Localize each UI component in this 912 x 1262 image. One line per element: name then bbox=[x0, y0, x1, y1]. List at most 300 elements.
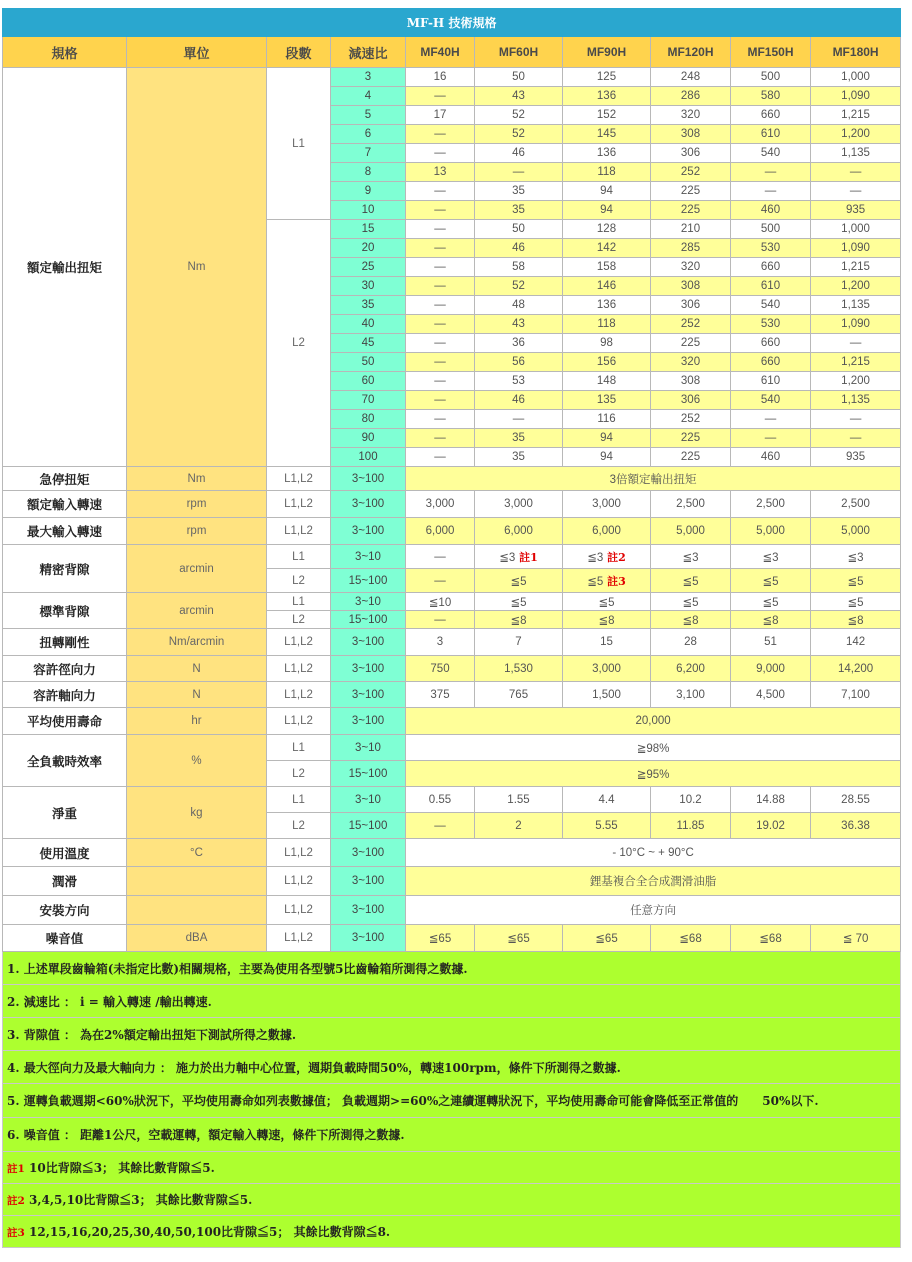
value-text: — bbox=[434, 375, 446, 387]
value-cell bbox=[475, 518, 563, 545]
value-cell bbox=[563, 277, 651, 296]
value-text: 610 bbox=[760, 128, 781, 140]
value-text: 3,100 bbox=[676, 688, 705, 701]
value-text: 540 bbox=[760, 394, 781, 406]
value-text: ≦5 bbox=[598, 596, 615, 609]
value-cell bbox=[811, 87, 901, 106]
value-text: 306 bbox=[680, 299, 701, 311]
value-text: 320 bbox=[680, 109, 701, 121]
value-text: 136 bbox=[596, 90, 617, 102]
ratio-cell: 7 bbox=[331, 144, 406, 163]
value-text: ≦3 bbox=[587, 551, 604, 564]
value-text: 225 bbox=[680, 185, 701, 197]
value-text: — bbox=[434, 550, 446, 563]
value-cell bbox=[406, 315, 475, 334]
table-row bbox=[3, 545, 901, 569]
value-text: 660 bbox=[760, 261, 781, 273]
value-text: ≦5 bbox=[682, 575, 699, 588]
value-text: 51 bbox=[764, 636, 777, 648]
value-cell bbox=[563, 491, 651, 518]
value-cell bbox=[811, 491, 901, 518]
value-cell bbox=[475, 629, 563, 656]
ratio-cell: 3~10 bbox=[331, 735, 406, 761]
unit-label: arcmin bbox=[127, 593, 267, 629]
value-text: 58 bbox=[512, 261, 525, 273]
value-text: 94 bbox=[600, 451, 613, 463]
value-text: 308 bbox=[680, 128, 701, 140]
header-cell: 減速比 bbox=[331, 37, 406, 68]
note-text: 10比背隙≦3； 其餘比數背隙≦5. bbox=[24, 1161, 215, 1175]
spec-label: 精密背隙 bbox=[3, 545, 127, 593]
value-text: 98 bbox=[600, 337, 613, 349]
value-cell bbox=[475, 593, 563, 611]
value-text: 52 bbox=[512, 109, 525, 121]
value-cell bbox=[475, 125, 563, 144]
value-cell bbox=[475, 87, 563, 106]
stage-label: L1,L2 bbox=[267, 467, 331, 491]
value-text: ≦5 bbox=[762, 596, 779, 609]
spec-label: 扭轉剛性 bbox=[3, 629, 127, 656]
value-text: 2,500 bbox=[841, 498, 870, 510]
note-row bbox=[3, 1084, 901, 1118]
ratio-cell: 3~100 bbox=[331, 467, 406, 491]
value-cell bbox=[811, 391, 901, 410]
value-cell bbox=[731, 239, 811, 258]
value-text: 5.55 bbox=[595, 819, 618, 832]
value-cell bbox=[731, 491, 811, 518]
unit-label: dBA bbox=[127, 925, 267, 952]
value-text: — bbox=[849, 185, 862, 197]
value-text: — bbox=[512, 413, 525, 425]
value-text: ≦3 bbox=[682, 551, 699, 564]
value-text: — bbox=[764, 166, 777, 178]
merged-value-cell: ≧95% bbox=[406, 761, 901, 787]
value-cell bbox=[651, 334, 731, 353]
value-cell bbox=[563, 518, 651, 545]
value-text: 14.88 bbox=[756, 793, 785, 806]
spec-label: 標準背隙 bbox=[3, 593, 127, 629]
value-cell bbox=[475, 182, 563, 201]
value-text: 530 bbox=[760, 242, 781, 254]
value-cell bbox=[811, 593, 901, 611]
value-text: ≦65 bbox=[428, 933, 452, 945]
value-text: 248 bbox=[680, 71, 701, 83]
table-title: MF-H 技術規格 bbox=[3, 9, 901, 37]
value-cell bbox=[811, 813, 901, 839]
header-cell: MF120H bbox=[651, 37, 731, 68]
value-cell bbox=[651, 656, 731, 682]
value-cell bbox=[475, 787, 563, 813]
ratio-cell: 3~100 bbox=[331, 925, 406, 952]
value-text: 500 bbox=[760, 223, 781, 235]
ratio-cell: 45 bbox=[331, 334, 406, 353]
table-row bbox=[3, 518, 901, 545]
value-text: — bbox=[434, 337, 446, 349]
value-text: 1,215 bbox=[841, 356, 870, 368]
value-cell bbox=[406, 144, 475, 163]
value-cell bbox=[651, 220, 731, 239]
value-cell bbox=[731, 593, 811, 611]
value-cell bbox=[406, 656, 475, 682]
ratio-cell: 3~100 bbox=[331, 896, 406, 925]
value-cell bbox=[406, 629, 475, 656]
value-text: — bbox=[434, 318, 446, 330]
value-cell bbox=[811, 296, 901, 315]
value-text: 1,090 bbox=[841, 242, 870, 254]
stage-label: L1 bbox=[267, 68, 331, 220]
value-text: 225 bbox=[680, 432, 701, 444]
value-cell bbox=[731, 182, 811, 201]
value-cell bbox=[651, 372, 731, 391]
table-row bbox=[3, 491, 901, 518]
unit-label: rpm bbox=[127, 518, 267, 545]
value-text: 46 bbox=[512, 394, 525, 406]
value-cell bbox=[563, 182, 651, 201]
value-cell bbox=[406, 87, 475, 106]
value-cell bbox=[475, 106, 563, 125]
value-text: 152 bbox=[596, 109, 617, 121]
value-text: 145 bbox=[596, 128, 617, 140]
ratio-cell: 8 bbox=[331, 163, 406, 182]
note-row bbox=[3, 1184, 901, 1216]
stage-label: L1,L2 bbox=[267, 518, 331, 545]
value-cell bbox=[651, 611, 731, 629]
value-cell bbox=[651, 787, 731, 813]
ratio-cell: 80 bbox=[331, 410, 406, 429]
header-row bbox=[3, 37, 901, 68]
value-text: 500 bbox=[760, 71, 781, 83]
value-cell bbox=[406, 787, 475, 813]
ratio-cell: 3 bbox=[331, 68, 406, 87]
value-cell bbox=[811, 629, 901, 656]
value-text: 94 bbox=[600, 432, 613, 444]
value-text: 308 bbox=[680, 375, 701, 387]
value-cell bbox=[731, 220, 811, 239]
value-cell bbox=[475, 448, 563, 467]
value-text: — bbox=[434, 261, 446, 273]
value-cell bbox=[731, 569, 811, 593]
value-cell bbox=[651, 813, 731, 839]
ratio-cell: 15~100 bbox=[331, 611, 406, 629]
value-text: 136 bbox=[596, 299, 617, 311]
stage-label: L2 bbox=[267, 220, 331, 467]
value-text: 52 bbox=[512, 128, 525, 140]
ratio-cell: 3~100 bbox=[331, 867, 406, 896]
value-text: — bbox=[434, 280, 446, 292]
value-text: 50 bbox=[512, 223, 525, 235]
note-cell bbox=[3, 952, 901, 985]
value-cell bbox=[811, 125, 901, 144]
value-text: ≦3 bbox=[499, 551, 516, 564]
value-text: — bbox=[434, 147, 446, 159]
value-cell bbox=[475, 258, 563, 277]
ratio-cell: 15~100 bbox=[331, 761, 406, 787]
value-cell bbox=[811, 220, 901, 239]
value-text: 10.2 bbox=[679, 793, 702, 806]
value-cell bbox=[651, 593, 731, 611]
value-cell bbox=[563, 372, 651, 391]
ratio-cell: 3~10 bbox=[331, 545, 406, 569]
value-text: 1,000 bbox=[841, 223, 870, 235]
ratio-cell: 10 bbox=[331, 201, 406, 220]
value-text: ≦8 bbox=[682, 614, 699, 627]
value-text: 11.85 bbox=[676, 819, 705, 832]
value-cell bbox=[563, 258, 651, 277]
note-cell bbox=[3, 1216, 901, 1248]
spec-label: 安裝方向 bbox=[3, 896, 127, 925]
value-cell bbox=[651, 629, 731, 656]
value-text: 530 bbox=[760, 318, 781, 330]
ratio-cell: 3~100 bbox=[331, 708, 406, 735]
value-cell bbox=[731, 518, 811, 545]
value-cell bbox=[475, 682, 563, 708]
table-row bbox=[3, 593, 901, 611]
value-text: 660 bbox=[760, 337, 781, 349]
value-text: 148 bbox=[596, 375, 617, 387]
spec-label: 額定輸入轉速 bbox=[3, 491, 127, 518]
value-text: 306 bbox=[680, 147, 701, 159]
value-cell bbox=[406, 925, 475, 952]
table-row bbox=[3, 708, 901, 735]
value-text: ≦5 bbox=[510, 596, 527, 609]
value-cell bbox=[731, 925, 811, 952]
header-cell: MF90H bbox=[563, 37, 651, 68]
value-cell bbox=[406, 334, 475, 353]
value-text: 156 bbox=[596, 356, 617, 368]
value-text: 16 bbox=[433, 71, 447, 83]
value-text: ≦5 bbox=[847, 575, 864, 588]
value-text: 2,500 bbox=[756, 498, 785, 510]
value-text: 1,215 bbox=[841, 261, 870, 273]
value-cell bbox=[731, 258, 811, 277]
value-text: 36 bbox=[512, 337, 525, 349]
value-text: 6,000 bbox=[592, 525, 621, 537]
header-cell: MF180H bbox=[811, 37, 901, 68]
value-text: — bbox=[849, 432, 862, 444]
value-text: 4,500 bbox=[756, 688, 785, 701]
value-text: ≦8 bbox=[762, 614, 779, 627]
value-cell bbox=[406, 569, 475, 593]
value-cell bbox=[651, 201, 731, 220]
value-text: — bbox=[434, 394, 446, 406]
ratio-cell: 40 bbox=[331, 315, 406, 334]
stage-label: L1,L2 bbox=[267, 925, 331, 952]
value-text: 1,200 bbox=[841, 128, 870, 140]
note-mark: 註1 bbox=[7, 1163, 25, 1175]
value-cell bbox=[563, 813, 651, 839]
value-cell bbox=[731, 87, 811, 106]
value-text: ≦65 bbox=[595, 933, 618, 945]
unit-label: kg bbox=[127, 787, 267, 839]
note-text: 2. 減速比 ： i = 輸入轉速 /輸出轉速. bbox=[7, 994, 212, 1009]
value-text: 35 bbox=[512, 432, 525, 444]
value-text: 56 bbox=[512, 356, 525, 368]
unit-label: °C bbox=[127, 839, 267, 867]
table-row bbox=[3, 467, 901, 491]
spec-label: 平均使用壽命 bbox=[3, 708, 127, 735]
value-text: 1,200 bbox=[841, 375, 870, 387]
unit-label: arcmin bbox=[127, 545, 267, 593]
value-cell bbox=[406, 201, 475, 220]
value-text: — bbox=[434, 356, 446, 368]
value-text: 3,000 bbox=[592, 662, 621, 675]
value-cell bbox=[406, 429, 475, 448]
stage-label: L1,L2 bbox=[267, 629, 331, 656]
value-cell bbox=[475, 429, 563, 448]
spec-label: 使用溫度 bbox=[3, 839, 127, 867]
value-text: 35 bbox=[512, 451, 525, 463]
value-text: 225 bbox=[680, 337, 701, 349]
value-text: 1,090 bbox=[841, 90, 870, 102]
ratio-cell: 3~10 bbox=[331, 787, 406, 813]
ratio-cell: 35 bbox=[331, 296, 406, 315]
note-row bbox=[3, 1216, 901, 1248]
value-cell bbox=[651, 106, 731, 125]
value-cell bbox=[811, 656, 901, 682]
value-cell bbox=[731, 201, 811, 220]
value-cell bbox=[406, 353, 475, 372]
value-text: ≦3 bbox=[762, 551, 779, 564]
value-cell bbox=[731, 296, 811, 315]
spec-label: 最大輸入轉速 bbox=[3, 518, 127, 545]
merged-value-cell: 3倍額定輸出扭矩 bbox=[406, 467, 901, 491]
merged-value-cell: 任意方向 bbox=[406, 896, 901, 925]
value-cell bbox=[406, 410, 475, 429]
value-cell bbox=[406, 593, 475, 611]
value-cell bbox=[563, 545, 651, 569]
value-cell bbox=[811, 106, 901, 125]
value-cell bbox=[811, 144, 901, 163]
value-text: 3 bbox=[436, 636, 444, 648]
value-cell bbox=[731, 277, 811, 296]
value-text: — bbox=[849, 166, 862, 178]
value-cell bbox=[406, 813, 475, 839]
spec-label: 淨重 bbox=[3, 787, 127, 839]
value-text: 610 bbox=[760, 375, 781, 387]
value-cell bbox=[475, 163, 563, 182]
value-cell bbox=[563, 68, 651, 87]
value-text: ≦8 bbox=[847, 614, 864, 627]
spec-label: 容許軸向力 bbox=[3, 682, 127, 708]
value-cell bbox=[731, 163, 811, 182]
value-cell bbox=[475, 410, 563, 429]
value-cell bbox=[731, 125, 811, 144]
note-text: 1. 上述單段齒輪箱(未指定比數)相關規格，主要為使用各型號5比齒輪箱所測得之數據. bbox=[7, 961, 468, 976]
table-row bbox=[3, 839, 901, 867]
value-text: 5,000 bbox=[756, 525, 785, 537]
stage-label: L1,L2 bbox=[267, 491, 331, 518]
value-text: 285 bbox=[680, 242, 701, 254]
unit-label: % bbox=[127, 735, 267, 787]
value-cell bbox=[563, 448, 651, 467]
value-cell bbox=[731, 787, 811, 813]
value-text: 765 bbox=[508, 688, 529, 701]
value-cell bbox=[475, 545, 563, 569]
value-text: 6,000 bbox=[504, 525, 533, 537]
value-cell bbox=[406, 125, 475, 144]
value-text: 225 bbox=[680, 204, 701, 216]
value-cell bbox=[811, 925, 901, 952]
value-text: ≦8 bbox=[598, 614, 615, 627]
value-cell bbox=[406, 491, 475, 518]
value-cell bbox=[406, 682, 475, 708]
value-text: 142 bbox=[845, 636, 866, 648]
value-text: 135 bbox=[596, 394, 617, 406]
note-cell bbox=[3, 1152, 901, 1184]
value-text: 320 bbox=[680, 356, 701, 368]
table-row bbox=[3, 68, 901, 87]
value-cell bbox=[563, 125, 651, 144]
stage-label: L1,L2 bbox=[267, 682, 331, 708]
value-text: 158 bbox=[596, 261, 617, 273]
stage-label: L2 bbox=[267, 569, 331, 593]
value-cell bbox=[406, 182, 475, 201]
value-cell bbox=[563, 410, 651, 429]
value-cell bbox=[406, 277, 475, 296]
value-cell bbox=[731, 334, 811, 353]
stage-label: L1 bbox=[267, 787, 331, 813]
value-cell bbox=[563, 163, 651, 182]
value-text: 750 bbox=[430, 662, 450, 675]
note-row bbox=[3, 952, 901, 985]
value-cell bbox=[563, 87, 651, 106]
value-text: 1.55 bbox=[507, 793, 530, 806]
ratio-cell: 3~100 bbox=[331, 839, 406, 867]
table-row bbox=[3, 867, 901, 896]
value-cell bbox=[406, 545, 475, 569]
value-cell bbox=[563, 220, 651, 239]
spec-label: 容許徑向力 bbox=[3, 656, 127, 682]
value-text: 28 bbox=[684, 636, 697, 648]
value-text: 125 bbox=[596, 71, 617, 83]
value-text: — bbox=[434, 223, 446, 235]
note-mark: 註2 bbox=[603, 550, 626, 564]
note-cell bbox=[3, 1018, 901, 1051]
value-cell bbox=[563, 682, 651, 708]
value-cell bbox=[475, 239, 563, 258]
unit-label bbox=[127, 867, 267, 896]
note-mark: 註2 bbox=[7, 1195, 25, 1207]
value-cell bbox=[475, 201, 563, 220]
value-text: 3,000 bbox=[425, 498, 455, 510]
value-cell bbox=[651, 682, 731, 708]
table-row bbox=[3, 735, 901, 761]
value-cell bbox=[651, 239, 731, 258]
value-cell bbox=[406, 163, 475, 182]
value-cell bbox=[563, 201, 651, 220]
value-cell bbox=[406, 518, 475, 545]
value-text: ≦68 bbox=[759, 933, 782, 945]
value-cell bbox=[651, 391, 731, 410]
value-cell bbox=[651, 182, 731, 201]
value-text: — bbox=[434, 204, 446, 216]
value-cell bbox=[811, 372, 901, 391]
value-text: 142 bbox=[596, 242, 617, 254]
value-text: 94 bbox=[600, 204, 613, 216]
ratio-cell: 3~100 bbox=[331, 491, 406, 518]
value-cell bbox=[811, 277, 901, 296]
note-cell bbox=[3, 1118, 901, 1152]
value-text: — bbox=[434, 299, 446, 311]
note-row bbox=[3, 1051, 901, 1084]
value-cell bbox=[563, 239, 651, 258]
value-cell bbox=[563, 315, 651, 334]
value-cell bbox=[651, 545, 731, 569]
value-cell bbox=[563, 629, 651, 656]
value-cell bbox=[475, 611, 563, 629]
value-text: 1,135 bbox=[841, 147, 870, 159]
value-cell bbox=[563, 391, 651, 410]
